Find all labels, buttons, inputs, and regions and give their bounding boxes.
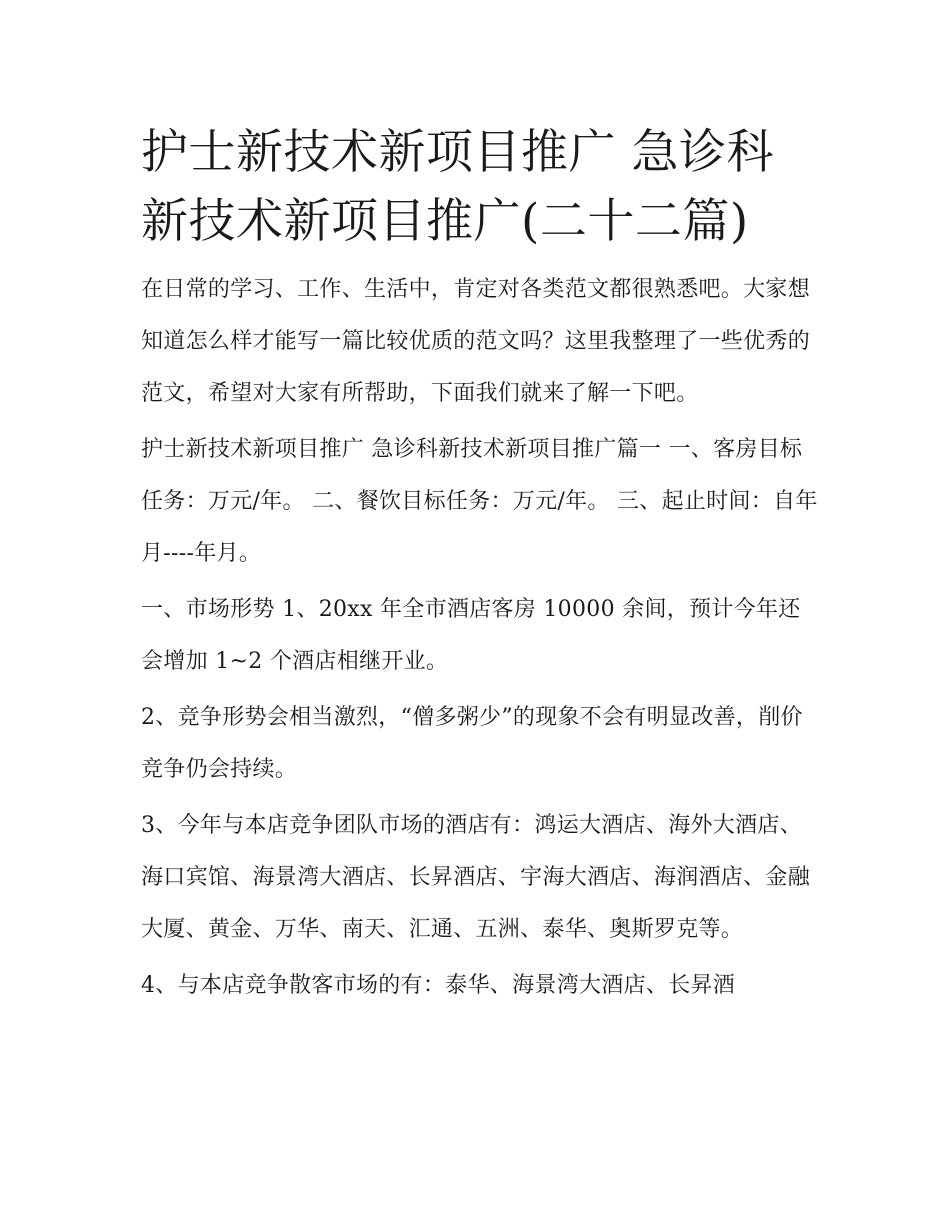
paragraph-market-situation: 一、市场形势 1、20xx 年全市酒店客房 10000 余间，预计今年还会增加 1~2 个酒店相继开业。 xyxy=(141,597,801,674)
document-page xyxy=(141,118,821,1016)
paragraph-intro: 在日常的学习、工作、生活中，肯定对各类范文都很熟悉吧。大家想知道怎么样才能写一篇比较优质的范文吗？这里我整理了一些优秀的范文，希望对大家有所帮助，下面我们就来了解一下吧。 xyxy=(141,277,811,406)
paragraph-competition: 2、竞争形势会相当激烈，“僧多粥少”的现象不会有明显改善，削价竞争仍会持续。 xyxy=(141,705,803,782)
paragraph-group-competitors: 3、今年与本店竞争团队市场的酒店有：鸿运大酒店、海外大酒店、海口宾馆、海景湾大酒店、长昇酒店、宇海大酒店、海润酒店、金融大厦、黄金、万华、南天、汇通、五洲、泰华、奥斯罗克等。 xyxy=(141,813,811,942)
paragraph-individual-competitors: 4、与本店竞争散客市场的有：泰华、海景湾大酒店、长昇酒 xyxy=(141,973,736,998)
document-title: 护士新技术新项目推广 急诊科新技术新项目推广(二十二篇) xyxy=(141,125,774,249)
document-body xyxy=(141,264,821,1012)
paragraph-targets: 护士新技术新项目推广 急诊科新技术新项目推广篇一 一、客房目标任务：万元/年。 二、餐饮目标任务：万元/年。 三、起止时间：自年月----年月。 xyxy=(141,437,818,566)
